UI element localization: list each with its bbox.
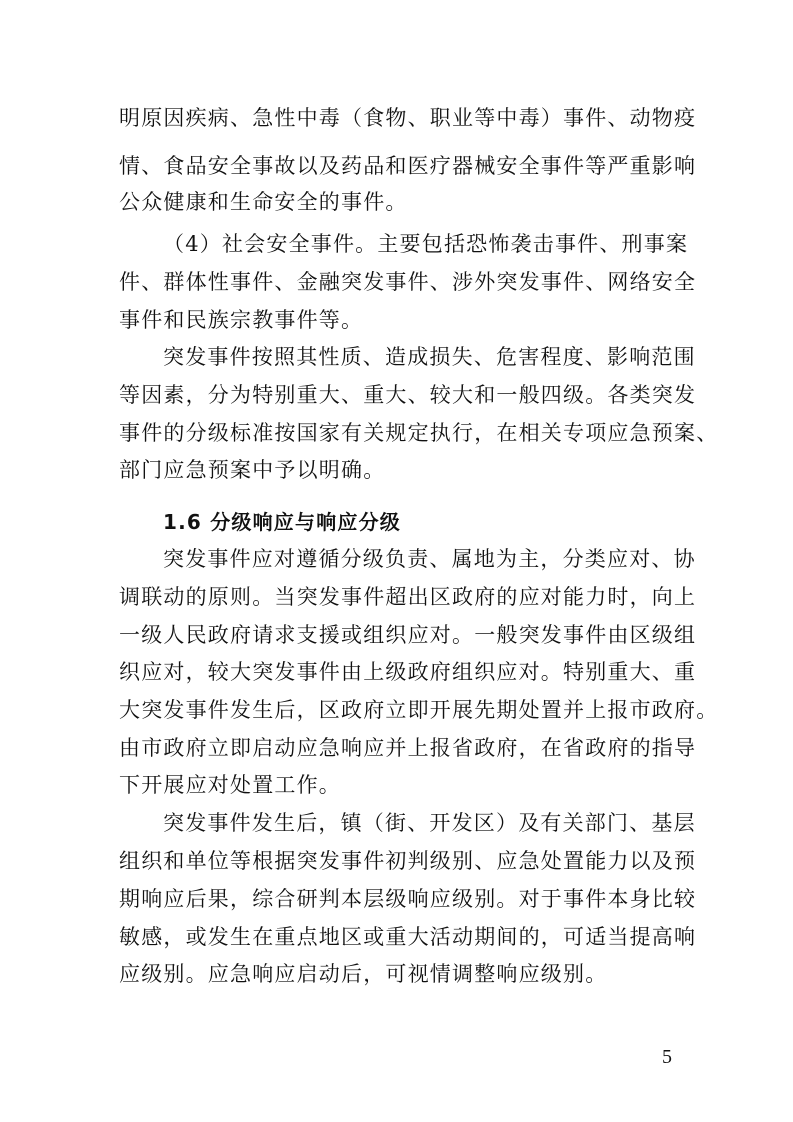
- text-line: 组织和单位等根据突发事件初判级别、应急处置能力以及预: [119, 849, 697, 873]
- text-line: 织应对，较大突发事件由上级政府组织应对。特别重大、重: [119, 660, 697, 684]
- text-line: 等因素，分为特别重大、重大、较大和一般四级。各类突发: [119, 383, 697, 407]
- page-number: 5: [662, 1046, 672, 1068]
- text-line: 应级别。应急响应启动后，可视情调整响应级别。: [119, 962, 608, 986]
- paragraph-event-levels: 突发事件按照其性质、造成损失、危害程度、影响范围: [163, 345, 696, 369]
- paragraph-response: 突发事件应对遵循分级负责、属地为主，分类应对、协: [163, 547, 696, 571]
- paragraph-after-event: 突发事件发生后，镇（街、开发区）及有关部门、基层: [163, 811, 696, 835]
- text-line: 情、食品安全事故以及药品和医疗器械安全事件等严重影响: [119, 154, 697, 178]
- text-line: 一级人民政府请求支援或组织应对。一般突发事件由区级组: [119, 623, 697, 647]
- text-line: 下开展应对处置工作。: [119, 773, 341, 797]
- text-line: 敏感，或发生在重点地区或重大活动期间的，可适当提高响: [119, 925, 697, 949]
- text-line: 事件和民族宗教事件等。: [119, 308, 364, 332]
- section-heading: 1.6 分级响应与响应分级: [163, 510, 401, 534]
- paragraph-social-security: （4）社会安全事件。主要包括恐怖袭击事件、刑事案: [163, 232, 689, 256]
- text-line: 明原因疾病、急性中毒（食物、职业等中毒）事件、动物疫: [119, 106, 697, 130]
- text-line: 大突发事件发生后，区政府立即开展先期处置并上报市政府。: [119, 698, 719, 722]
- text-line: 公众健康和生命安全的事件。: [119, 190, 408, 214]
- text-line: 件、群体性事件、金融突发事件、涉外突发事件、网络安全: [119, 270, 697, 294]
- text-line: 部门应急预案中予以明确。: [119, 458, 386, 482]
- text-line: 调联动的原则。当突发事件超出区政府的应对能力时，向上: [119, 585, 697, 609]
- text-line: 期响应后果，综合研判本层级响应级别。对于事件本身比较: [119, 887, 697, 911]
- text-line: 由市政府立即启动应急响应并上报省政府，在省政府的指导: [119, 736, 697, 760]
- text-line: 事件的分级标准按国家有关规定执行，在相关专项应急预案、: [119, 421, 719, 445]
